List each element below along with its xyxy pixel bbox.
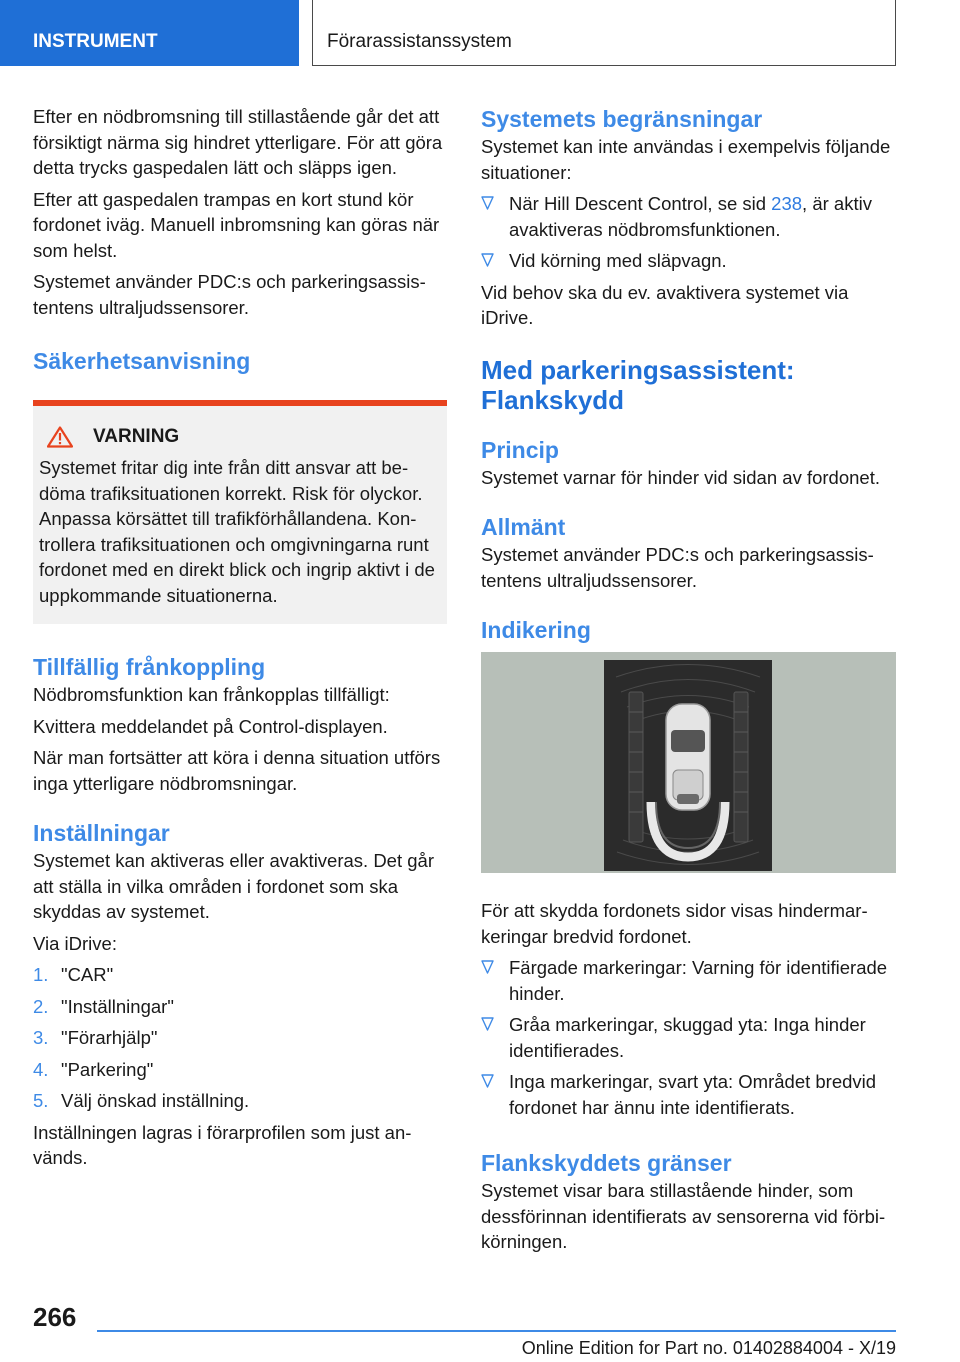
list-item — [33, 962, 447, 988]
flank-protection-display-image — [481, 652, 896, 873]
step-number: 3. — [33, 1027, 49, 1048]
list-item — [33, 994, 447, 1020]
display-item-text: Inga markeringar, svart yta: Området bredvid fordonet har ännu inte identifierats. — [509, 1071, 877, 1118]
list-item — [33, 1088, 447, 1114]
warning-triangle-icon — [47, 426, 73, 448]
step-number: 2. — [33, 995, 49, 1017]
general-text: Systemet använder PDC:s och parkeringsassistentens ultraljudssensorer. — [481, 544, 874, 591]
settings-paragraph-2: Via iDrive: — [33, 932, 117, 954]
page-reference-link[interactable]: 238 — [771, 193, 803, 214]
triangle-bullet-icon — [481, 253, 494, 267]
step-text: "Parkering" — [61, 1058, 154, 1080]
header-chapter-label: Förarassistanssystem — [327, 31, 512, 52]
limits-item-text-after: , är aktiv avaktiveras nödbromsfunktionen. — [509, 193, 872, 240]
list-item — [481, 1069, 896, 1120]
list-item — [33, 1025, 447, 1051]
display-list — [481, 955, 896, 1120]
limits-outro: Vid behov ska du ev. avaktivera systemet via iDrive. — [481, 281, 849, 328]
flank-limits-text: Systemet visar bara stillastående hinder, som dessförinnan identifierats av sensorerna vid förbikörningen. — [481, 1180, 886, 1252]
limits-intro: Systemet kan inte användas i exempelvis följande situationer: — [481, 136, 891, 183]
limits-heading: Systemets begränsningar — [481, 106, 763, 132]
settings-outro: Inställningen lagras i förarprofilen som just används. — [33, 1121, 412, 1168]
intro-paragraph-3: Systemet använder PDC:s och parkeringsassistentens ultraljudssensorer. — [33, 271, 426, 318]
settings-heading: Inställningar — [33, 820, 170, 846]
list-item — [481, 1012, 896, 1063]
principle-text: Systemet varnar för hinder vid sidan av fordonet. — [481, 466, 880, 488]
list-item — [481, 248, 896, 274]
list-item — [481, 191, 896, 242]
warning-box — [33, 400, 447, 624]
limits-list — [481, 191, 896, 274]
temp-paragraph-1: Nödbromsfunktion kan frånkopplas tillfälligt: — [33, 684, 390, 705]
safety-heading: Säkerhetsanvisning — [33, 348, 251, 374]
display-text: För att skydda fordonets sidor visas hindermarkeringar bredvid fordonet. — [481, 900, 868, 947]
header-section-label: INSTRUMENT — [33, 31, 158, 52]
display-item-text: Gråa markeringar, skuggad yta: Inga hinder identifierades. — [509, 1014, 866, 1061]
main-heading: Med parkeringsassistent: Flankskydd — [481, 354, 795, 415]
header-chapter-box — [312, 0, 896, 66]
step-number: 4. — [33, 1058, 49, 1080]
list-item — [481, 955, 896, 1006]
intro-paragraph-1: Efter en nödbromsning till stillastående går det att försiktigt närma sig hindret ytterligare. För att göra detta trycks gaspedalen lätt och släpps igen. — [33, 106, 443, 178]
warning-title-row — [39, 424, 441, 450]
display-item-text: Färgade markeringar: Varning för identifierade hinder. — [509, 957, 888, 1004]
triangle-bullet-icon — [481, 960, 494, 974]
triangle-bullet-icon — [481, 196, 494, 210]
triangle-bullet-icon — [481, 1074, 494, 1088]
left-column — [33, 104, 447, 1177]
list-item — [33, 1057, 447, 1083]
step-text: "CAR" — [61, 964, 114, 985]
page-number: 266 — [33, 1302, 77, 1332]
limits-item-text: Vid körning med släpvagn. — [509, 250, 727, 271]
temp-paragraph-2: Kvittera meddelandet på Control-displayen. — [33, 715, 388, 737]
temp-paragraph-3: När man fortsätter att köra i denna situation utförs inga ytterligare nödbromsningar. — [33, 747, 441, 794]
settings-paragraph-1: Systemet kan aktiveras eller avaktiveras. Det går att ställa in vilka områden i fordonet som ska skyddas av systemet. — [33, 850, 434, 922]
display-heading: Indikering — [481, 617, 591, 643]
limits-item-text: När Hill Descent Control, se sid — [509, 193, 772, 214]
right-column — [481, 104, 896, 1261]
step-text: "Inställningar" — [61, 995, 174, 1017]
principle-heading: Princip — [481, 436, 559, 463]
temp-disable-heading: Tillfällig frånkoppling — [33, 654, 266, 680]
flank-limits-heading: Flankskyddets gränser — [481, 1150, 732, 1176]
general-heading: Allmänt — [481, 514, 566, 540]
intro-paragraph-2: Efter att gaspedalen trampas en kort stund kör fordonet iväg. Manuell inbromsning kan göras när som helst. — [33, 188, 440, 261]
settings-steps-list — [33, 962, 447, 1114]
step-text: Välj önskad inställning. — [61, 1090, 250, 1111]
header-section-tab — [0, 0, 299, 66]
warning-text: Systemet fritar dig inte från ditt ansvar att bedöma trafiksituationen korrekt. Risk för olyckor. Anpassa körsättet till trafikförhållandena. Kontrollera trafiksituationen och omgivningarna runt fordonet med en direkt blick och ingrip aktivt i de uppkommande situationerna. — [39, 457, 435, 606]
warning-title: VARNING — [93, 426, 180, 447]
step-number: 5. — [33, 1090, 49, 1111]
triangle-bullet-icon — [481, 1017, 494, 1031]
step-text: "Förarhjälp" — [61, 1027, 158, 1048]
footer-edition: Online Edition for Part no. 01402884004 - X/19 — [521, 1338, 896, 1358]
step-number: 1. — [33, 964, 49, 985]
footer-divider — [97, 1330, 896, 1332]
